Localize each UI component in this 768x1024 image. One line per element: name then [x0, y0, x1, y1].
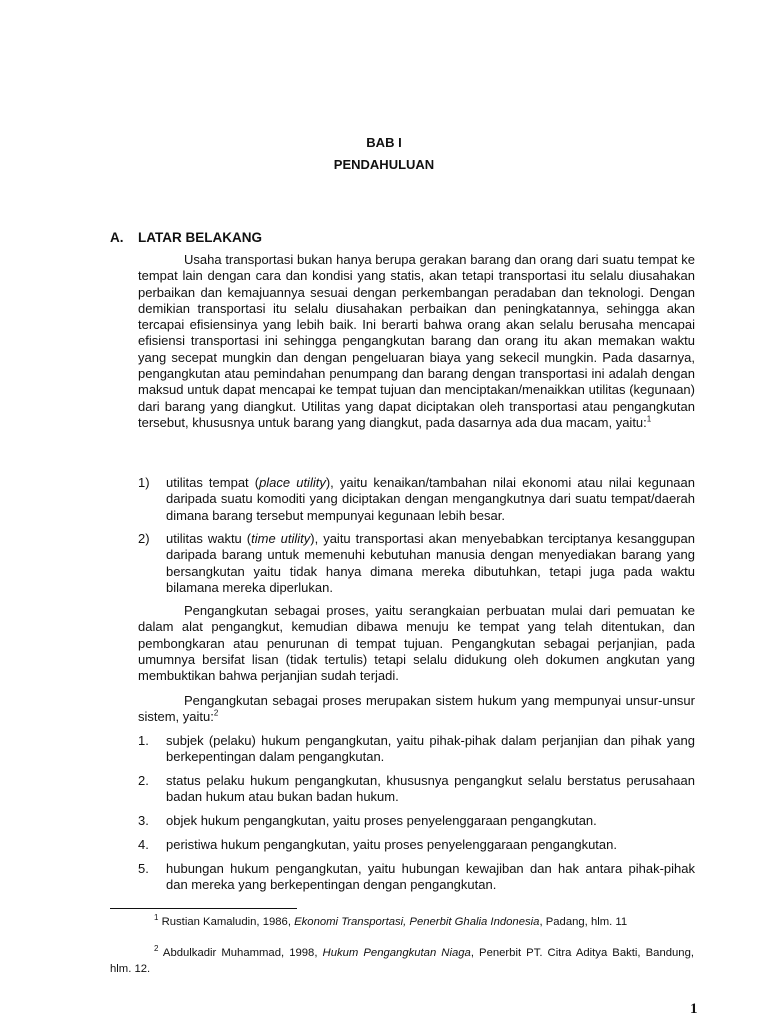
footnote-title: Ekonomi Transportasi, Penerbit Ghalia Indonesia — [294, 916, 540, 928]
utility-term: place utility — [259, 475, 326, 490]
element-item: peristiwa hukum pengangkutan, yaitu proses penyelenggaraan pengangkutan. — [166, 837, 617, 852]
footnote-ref: 2 — [213, 708, 219, 718]
element-number: 2. — [138, 773, 149, 788]
chapter-title: PENDAHULUAN — [333, 157, 435, 172]
element-item: hubungan hukum pengangkutan, yaitu hubungan kewajiban dan hak antara pihak-pihak dan mereka yang berkepentingan dengan pengangkutan. — [166, 861, 695, 893]
footnote-1: $^1$ Rustian Kamaludin, 1986, Ekonomi Transportasi, Penerbit Ghalia Indonesia, Padang, hlm. 11 — [154, 913, 628, 928]
intro-paragraph — [138, 252, 695, 431]
element-number: 3. — [138, 813, 149, 828]
utility-number: 2) — [138, 531, 150, 546]
element-number: 1. — [138, 733, 149, 748]
system-paragraph — [138, 693, 695, 726]
footnote-mark: 2 — [154, 944, 159, 954]
utility-item-time: utilitas waktu (time utility), yaitu transportasi akan menyebabkan terciptanya kesanggupan daripada barang untuk memenuhi kebutuhan manusia dengan menyediakan barang yang bersangkutan yaitu tidak hanya dimana mereka dibutuhkan, tetapi juga pada waktu bilamana mereka diperlukan. — [166, 531, 696, 595]
element-item: subjek (pelaku) hukum pengangkutan, yaitu pihak-pihak dalam perjanjian dan pihak yang berkepentingan dalam pengangkutan. — [166, 733, 695, 765]
footnote-separator — [110, 908, 297, 909]
page-number: 1 — [690, 1001, 698, 1017]
footnote-title: Hukum Pengangkutan Niaga — [322, 947, 471, 959]
element-item: objek hukum pengangkutan, yaitu proses penyelenggaraan pengangkutan. — [166, 813, 597, 828]
section-letter: A. — [110, 230, 124, 245]
chapter-label: BAB I — [366, 135, 402, 150]
system-paragraph-text: Pengangkutan sebagai proses merupakan sistem hukum yang mempunyai unsur-unsur sistem, yaitu: — [138, 693, 695, 725]
element-number: 5. — [138, 861, 149, 876]
section-title: LATAR BELAKANG — [138, 230, 262, 245]
utility-item-place: utilitas tempat (place utility), yaitu kenaikan/tambahan nilai ekonomi atau nilai kegunaan daripada suatu komoditi yang diciptakan dengan mengangkutnya dari suatu tempat/daerah dimana barang tersebut mempunyai kegunaan lebih besar. — [166, 475, 696, 523]
utility-number: 1) — [138, 475, 150, 490]
footnote-2: $^2$ Abdulkadir Muhammad, 1998, Hukum Pengangkutan Niaga, Penerbit PT. Citra Aditya Bakti, Bandung, hlm. 12. — [110, 944, 694, 975]
footnote-ref: 1 — [646, 414, 652, 424]
element-item: status pelaku hukum pengangkutan, khususnya pengangkut selalu berstatus perusahaan badan hukum atau bukan badan hukum. — [166, 773, 695, 805]
intro-paragraph-text: Usaha transportasi bukan hanya berupa gerakan barang dan orang dari suatu tempat ke tempat lain dengan cara dan kondisi yang statis, akan tetapi transportasi itu selalu diusahakan perbaikan dan kemajuannya sesuai dengan perkembangan peradaban dan teknologi. Dengan demikian transportasi itu selalu diusahakan perbaikan dan peningkatannya, sehingga akan tercapai efisiensinya yang lebih baik. Ini berarti bahwa orang akan selalu berusaha mencapai efisiensi transportasi ini sehingga pengangkutan barang dan orang itu akan memakan waktu yang secepat mungkin dan dengan pengeluaran biaya yang sekecil mungkin. Pada dasarnya, pengangkutan atau pemindahan penumpang dan barang dengan transportasi ini adalah dengan maksud untuk dapat mencapai ke tempat tujuan dan menciptakan/menaikkan utilitas (kegunaan) dari barang yang diangkut. Utilitas yang dapat diciptakan oleh transportasi atau pengangkutan tersebut, khususnya untuk barang yang diangkut, pada dasarnya ada dua macam, yaitu: — [138, 252, 695, 430]
utility-term: time utility — [251, 531, 311, 546]
element-number: 4. — [138, 837, 149, 852]
footnote-mark: 1 — [154, 913, 159, 923]
process-paragraph: Pengangkutan sebagai proses, yaitu serangkaian perbuatan mulai dari pemuatan ke dalam alat pengangkut, kemudian dibawa menuju ke tempat yang telah ditentukan, dan pembongkaran atau penurunan di tempat tujuan. Pengangkutan sebagai perjanjian, pada umumnya bersifat lisan (tidak tertulis) tetapi selalu didukung oleh dokumen angkutan yang membuktikan bahwa perjanjian sudah terjadi. — [138, 603, 695, 684]
